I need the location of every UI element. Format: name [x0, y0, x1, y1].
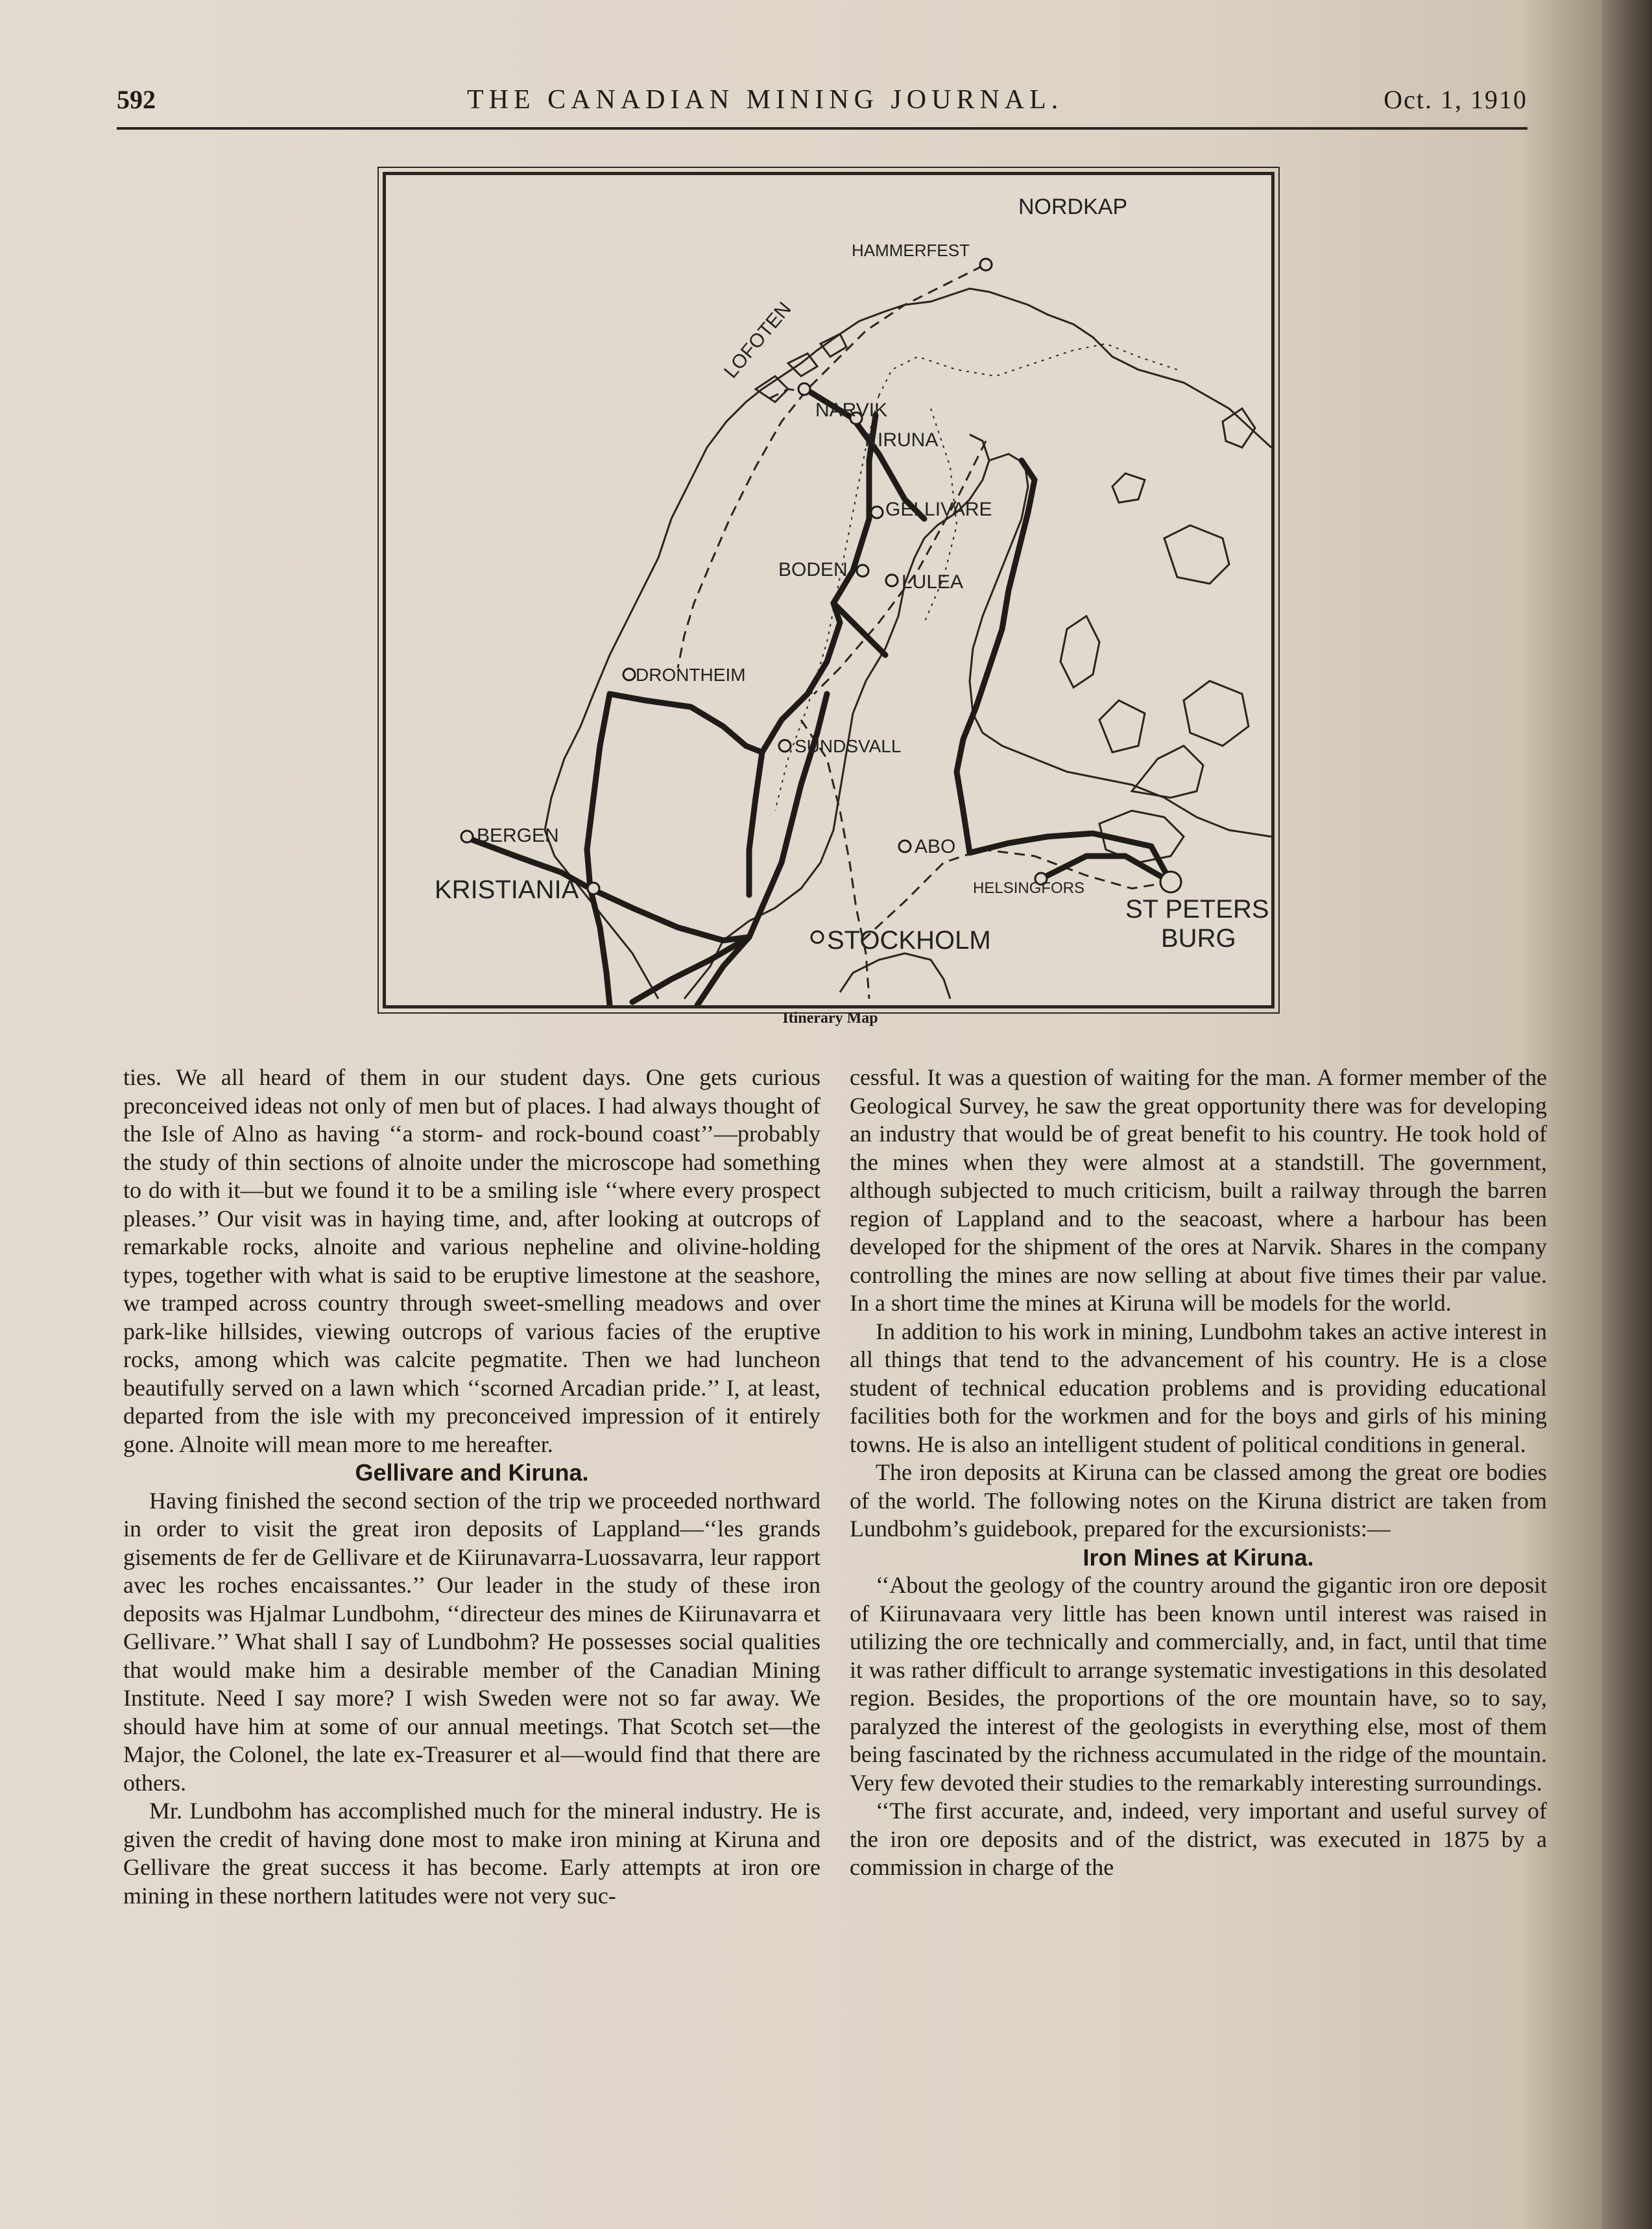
- label-kristiania: KRISTIANIA: [435, 876, 579, 904]
- label-stockholm: STOCKHOLM: [827, 926, 991, 955]
- marker-kristiania: [588, 883, 599, 894]
- rail-abo-petersburg: [970, 833, 1171, 882]
- right-paragraph-4: ‘‘About the geology of the country around the gigantic iron ore deposit of Kiirunavaara very little has been known until interest was raised in utilizing the ore technically and commercially, and, in fact, until that time it was rather difficult to arrange systematic investigations in this desolated region. Besides, the proportions of the ore mountain have, so to say, paralyzed the interest of the geologists in everything else, most of them being fascinated by the richness accumulated in the ridge of the mountain. Very few devoted their studies to the remarkably interesting surroundings.: [850, 1572, 1547, 1796]
- book-gutter: [1602, 0, 1652, 2229]
- rail-kristiania-stockholm: [590, 888, 749, 940]
- header-rule: [117, 127, 1527, 130]
- label-lofoten: LOFOTEN: [720, 298, 796, 383]
- right-column: [850, 1064, 1547, 1882]
- marker-lulea: [886, 575, 898, 586]
- label-lulea: LULEA: [902, 571, 964, 593]
- itinerary-map: [383, 172, 1275, 1008]
- lake-2: [1060, 616, 1099, 687]
- city-markers: [461, 259, 1181, 943]
- rail-boden-lulea: [833, 603, 885, 655]
- finland-coast: [970, 454, 1271, 837]
- label-drontheim: DRONTHEIM: [636, 665, 746, 685]
- label-bergen: BERGEN: [477, 825, 559, 846]
- marker-abo: [899, 840, 911, 852]
- baltic-south: [840, 953, 950, 999]
- page-header: [117, 84, 1527, 130]
- label-kiruna: KIRUNA: [865, 429, 939, 451]
- rail-drontheim-sundsvall: [610, 694, 762, 752]
- map-caption: Itinerary Map: [782, 1010, 878, 1027]
- section-heading-iron-mines: Iron Mines at Kiruna.: [1083, 1544, 1314, 1571]
- label-hammerfest: HAMMERFEST: [852, 241, 970, 260]
- label-st-petersburg-2: BURG: [1161, 924, 1236, 953]
- north-border: [879, 344, 1177, 396]
- journal-title: THE CANADIAN MINING JOURNAL.: [467, 85, 1064, 115]
- issue-date: Oct. 1, 1910: [1383, 85, 1527, 114]
- railways: [464, 392, 1171, 1005]
- marker-gellivare: [871, 507, 883, 518]
- left-paragraph-1: ties. We all heard of them in our student days. One gets curious preconceived ideas not only of men but of places. I had always thought of the Isle of Alno as having ‘‘a storm- and rock-bound coast’’—probably the study of thin sections of alnoite under the microscope had something to do with it—but we found it to be a smiling isle ‘‘where every prospect pleases.’’ Our visit was in haying time, and, after looking at outcrops of remarkable rocks, alnoite and various nepheline and olivine-holding types, together with what is said to be eruptive limestone at the seashore, we tramped across country through sweet-smelling meadows and over park-like hillsides, viewing outcrops of various facies of the eruptive rocks, among which was calcite pegmatite. Then we had luncheon beautifully served on a lawn which ‘‘scorned Arcadian pride.’’ I, at least, departed from the isle with my preconceived impression of it entirely gone. Alnoite will mean more to me hereafter.: [123, 1064, 820, 1457]
- lake-5: [1112, 473, 1145, 503]
- left-paragraph-2: Having finished the second section of the trip we proceeded northward in order to visit the great iron deposits of Lappland—‘‘les grands gisements de fer de Gellivare et de Kiirunavarra-Luossavarra, leur rapport avec les roches encaissantes.’’ Our leader in the study of these iron deposits was Hjalmar Lundbohm, ‘‘directeur des mines de Kiirunavarra et Gellivare.’’ What shall I say of Lundbohm? He possesses social qualities that would make him a desirable member of the Canadian Mining Institute. Need I say more? I wish Sweden were not so far away. We should have him at some of our annual meetings. That Scotch set—the Major, the Colonel, the late ex-Treasurer et al—would find that there are others.: [123, 1487, 820, 1796]
- marker-boden: [857, 565, 868, 577]
- label-nordkap: NORDKAP: [1018, 195, 1128, 219]
- label-boden: BODEN: [778, 559, 848, 580]
- label-gellivare: GELLIVARE: [885, 499, 992, 520]
- marker-st-petersburg: [1160, 872, 1181, 892]
- right-paragraph-1: cessful. It was a question of waiting for the man. A former member of the Geological Survey, he saw the great opportunity there was for developing an industry that would be of great benefit to his country. He took hold of the mines when they were almost at a standstill. The government, although subjected to much criticism, built a railway through the barren region of Lappland and to the seacoast, where a harbour has been developed for the shipment of the ores at Narvik. Shares in the company controlling the mines are now selling at about five times their par value. In a short time the mines at Kiruna will be models for the world.: [850, 1064, 1547, 1316]
- marker-narvik: [798, 383, 810, 395]
- marker-bergen: [461, 831, 473, 842]
- section-heading-gellivare: Gellivare and Kiruna.: [355, 1459, 589, 1486]
- rail-stockholm-south-2: [697, 937, 749, 1005]
- rail-stockholm-south-1: [632, 937, 749, 1002]
- label-helsingfors: HELSINGFORS: [973, 879, 1085, 897]
- lake-4: [1099, 700, 1145, 752]
- map-drawing: [386, 175, 1271, 1005]
- marker-sundsvall: [779, 740, 791, 752]
- coastlines: [545, 289, 1271, 999]
- label-sundsvall: SUNDSVALL: [795, 736, 902, 756]
- label-narvik: NARVIK: [815, 399, 888, 421]
- marker-stockholm: [811, 931, 823, 943]
- rail-stockholm-north: [749, 694, 827, 937]
- route-coastal: [678, 266, 983, 668]
- left-paragraph-3: Mr. Lundbohm has accomplished much for the mineral industry. He is given the credit of having done most to make iron mining at Kiruna and Gellivare the great success it has become. Early attempts at iron ore mining in these northern latitudes were not very suc-: [123, 1798, 820, 1909]
- left-column: [123, 1064, 820, 1910]
- rail-kristiania-south: [590, 888, 610, 1005]
- marker-drontheim: [623, 669, 635, 680]
- west-coast: [545, 289, 1271, 999]
- rail-drontheim-kristiania: [587, 694, 610, 888]
- right-paragraph-3: The iron deposits at Kiruna can be classed among the great ore bodies of the world. The following notes on the Kiruna district are taken from Lundbohm’s guidebook, prepared for the excursionists:—: [850, 1459, 1547, 1542]
- right-paragraph-2: In addition to his work in mining, Lundbohm takes an active interest in all things that tend to the advancement of his country. He is a close student of technical education problems and is providing educational facilities both for the workmen and for the boys and girls of his mining towns. He is also an intelligent student of political conditions in general.: [850, 1318, 1547, 1457]
- marker-hammerfest: [980, 259, 992, 270]
- page-number: 592: [117, 85, 156, 114]
- label-st-petersburg-1: ST PETERS: [1125, 895, 1269, 924]
- right-paragraph-5: ‘‘The first accurate, and, indeed, very important and useful survey of the iron ore deposits and of the district, was executed in 1875 by a commission in charge of the: [850, 1798, 1547, 1880]
- lofoten-island-2: [788, 353, 817, 376]
- lake-1: [1164, 525, 1229, 584]
- label-abo: ABO: [915, 836, 956, 857]
- lake-3: [1184, 681, 1249, 746]
